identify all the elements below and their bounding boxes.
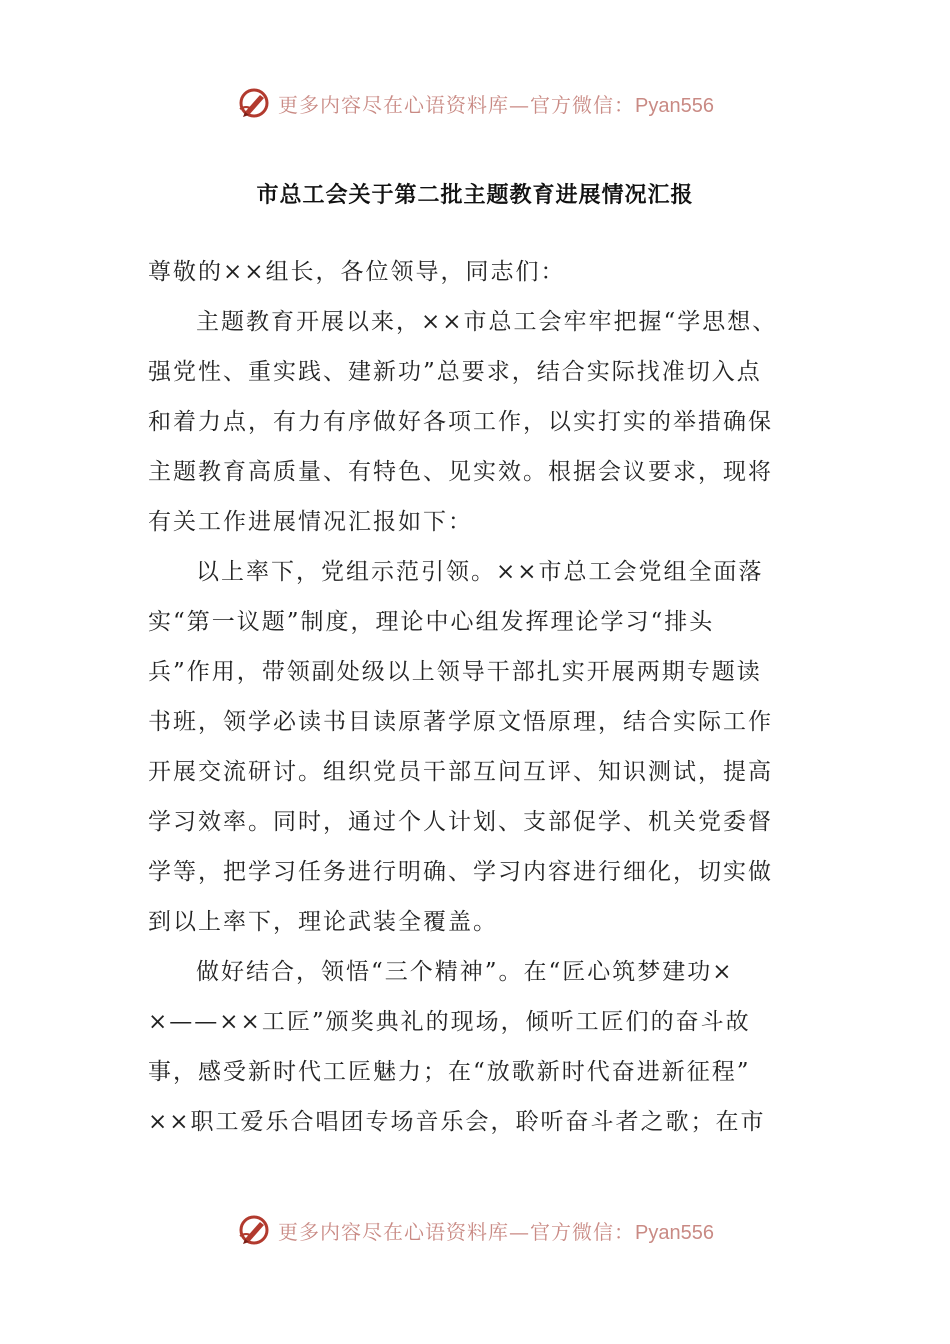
body-line: 和着力点，有力有序做好各项工作，以实打实的举措确保 bbox=[148, 409, 773, 435]
body-line: 主题教育高质量、有特色、见实效。根据会议要求，现将 bbox=[148, 459, 773, 485]
header-wechat-id: Pyan556 bbox=[635, 94, 714, 117]
footer-banner-text: 更多内容尽在心语资料库—官方微信：Pyan556 bbox=[278, 1219, 714, 1244]
body-line: 尊敬的××组长，各位领导，同志们： bbox=[148, 259, 566, 285]
footer-wechat-id: Pyan556 bbox=[635, 1221, 714, 1244]
body-line: 以上率下，党组示范引领。××市总工会党组全面落 bbox=[196, 559, 764, 585]
body-line: 开展交流研讨。组织党员干部互问互评、知识测试，提高 bbox=[148, 759, 773, 785]
pen-logo-icon bbox=[236, 1212, 272, 1248]
body-line: 学习效率。同时，通过个人计划、支部促学、机关党委督 bbox=[148, 809, 773, 835]
body-line: 强党性、重实践、建新功”总要求，结合实际找准切入点 bbox=[148, 359, 762, 385]
body-line: 学等，把学习任务进行明确、学习内容进行细化，切实做 bbox=[148, 859, 773, 885]
body-line: 兵”作用，带领副处级以上领导干部扎实开展两期专题读 bbox=[148, 659, 762, 685]
body-line: ××职工爱乐合唱团专场音乐会，聆听奋斗者之歌；在市 bbox=[148, 1109, 766, 1135]
document-body bbox=[148, 247, 788, 1147]
header-banner-text: 更多内容尽在心语资料库—官方微信：Pyan556 bbox=[278, 92, 714, 117]
body-line: 书班，领学必读书目读原著学原文悟原理，结合实际工作 bbox=[148, 709, 773, 735]
body-line: 到以上率下，理论武装全覆盖。 bbox=[148, 909, 498, 935]
body-line: 做好结合，领悟“三个精神”。在“匠心筑梦建功× bbox=[196, 959, 734, 985]
body-line: 有关工作进展情况汇报如下： bbox=[148, 509, 473, 535]
footer-banner bbox=[0, 1210, 950, 1250]
pen-logo-icon bbox=[236, 85, 272, 121]
body-line: 主题教育开展以来，××市总工会牢牢把握“学思想、 bbox=[196, 309, 778, 335]
header-banner bbox=[0, 83, 950, 123]
document-title: 市总工会关于第二批主题教育进展情况汇报 bbox=[256, 183, 694, 208]
body-line: 实“第一议题”制度，理论中心组发挥理论学习“排头 bbox=[148, 609, 715, 635]
body-line: 事，感受新时代工匠魅力；在“放歌新时代奋进新征程” bbox=[148, 1059, 751, 1085]
body-line: ×——××工匠”颁奖典礼的现场，倾听工匠们的奋斗故 bbox=[148, 1009, 751, 1035]
